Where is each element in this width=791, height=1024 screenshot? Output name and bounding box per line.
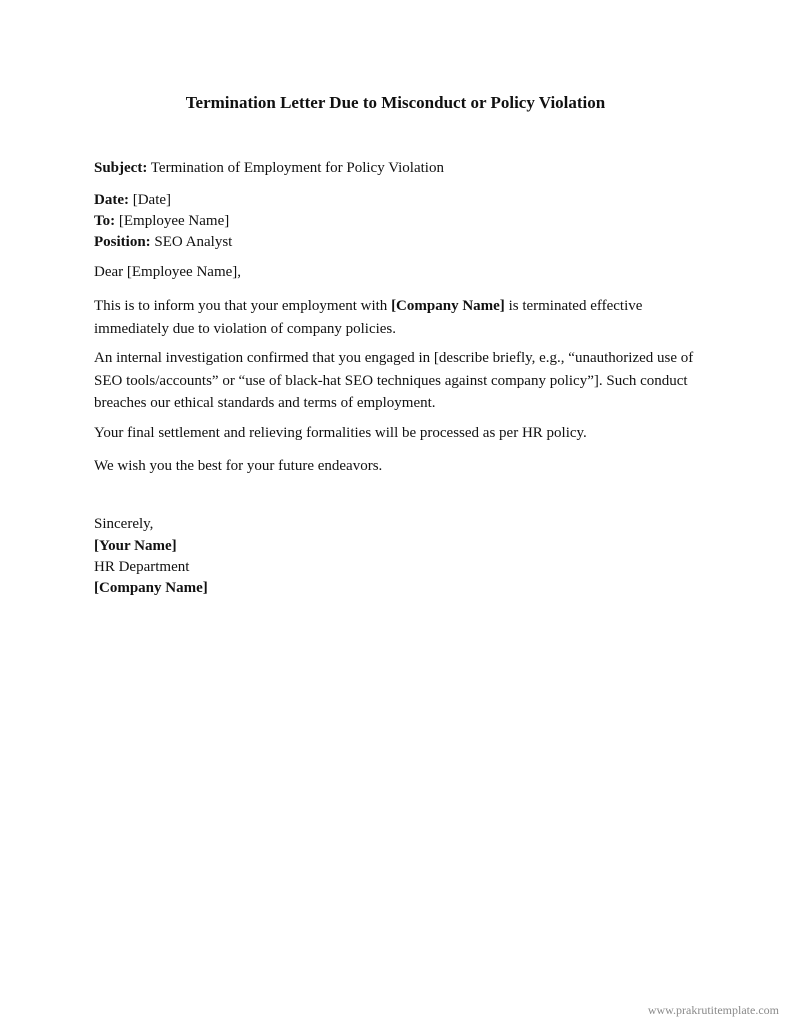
paragraph-termination-notice [94,295,714,340]
signature-company [94,580,208,597]
paragraph1-before: This is to inform you that your employment with [94,298,392,314]
date-line [94,192,171,209]
subject-value: Termination of Employment for Policy Violation [147,160,444,176]
signature-name-text: [Your Name] [94,538,177,554]
subject-label: Subject: [94,160,148,176]
to-label: To: [94,213,116,229]
to-line [94,213,229,230]
company-name-placeholder: [Company Name] [391,298,505,314]
document-title: Termination Letter Due to Misconduct or Policy Violation [185,93,606,112]
date-label: Date: [94,192,129,208]
paragraph-wishes: We wish you the best for your future endeavors. [94,458,383,474]
paragraph-investigation: An internal investigation confirmed that you engaged in [describe briefly, e.g., “unauthorized use of SEO tools/accounts” or “use of black-hat SEO techniques against company policy”]. Such conduct breaches our ethical standards and terms of employment. [94,350,694,411]
closing: Sincerely, [94,516,154,532]
footer-website: www.prakrutitemplate.com [647,1003,779,1017]
signature-name [94,538,177,555]
position-line [94,234,232,251]
position-label: Position: [94,234,151,250]
salutation: Dear [Employee Name], [94,264,242,280]
signature-company-text: [Company Name] [94,580,208,596]
position-value: SEO Analyst [150,234,233,250]
date-value: [Date] [128,192,172,208]
to-value: [Employee Name] [115,213,230,229]
paragraph1-after: is terminated effective immediately due to violation of company policies. [94,298,643,337]
paragraph-settlement: Your final settlement and relieving formalities will be processed as per HR policy. [94,425,587,441]
signature-department: HR Department [94,559,190,575]
subject-line [94,160,444,177]
